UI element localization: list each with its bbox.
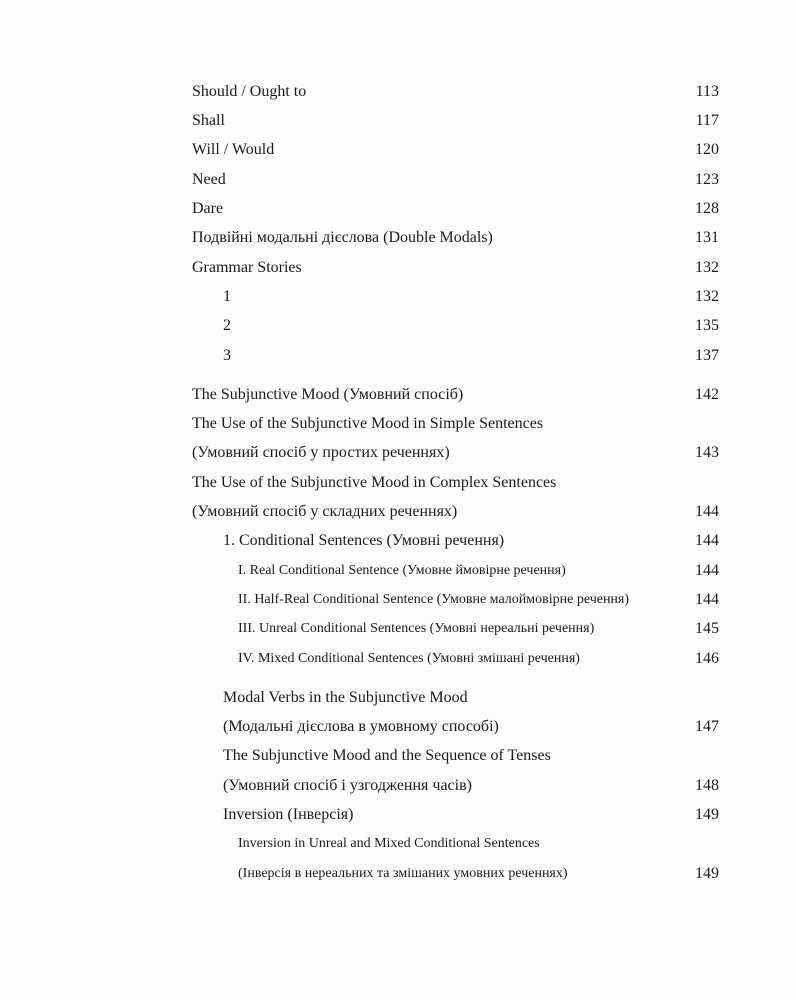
toc-entry-title: (Умовний спосіб у простих реченнях) xyxy=(192,444,450,461)
toc-entry-title: Need xyxy=(192,171,226,188)
toc-entry-page: 131 xyxy=(695,229,719,246)
toc-entry-title: Grammar Stories xyxy=(192,259,302,276)
toc-entry-title: Inversion in Unreal and Mixed Conditional Sentences xyxy=(238,836,540,851)
toc-entry-title: Inversion (Інверсія) xyxy=(223,806,354,823)
toc-entry-title: The Subjunctive Mood and the Sequence of Tenses xyxy=(223,747,551,764)
toc-entry-title: Подвійні модальні дієслова (Double Modals) xyxy=(192,229,493,246)
toc-entry-title: The Use of the Subjunctive Mood in Simple Sentences xyxy=(192,415,544,432)
toc-entry-page: 132 xyxy=(695,259,719,276)
toc-entry-page: 144 xyxy=(695,532,719,549)
toc-entry-page: 144 xyxy=(695,503,719,520)
toc-entry-page: 146 xyxy=(695,650,719,667)
toc-entry-page: 113 xyxy=(695,83,719,100)
toc-entry-page: 149 xyxy=(695,865,719,882)
toc-entry-title: 1. Conditional Sentences (Умовні речення) xyxy=(223,532,505,549)
toc-entry-page: 144 xyxy=(695,591,719,608)
toc-entry-page: 148 xyxy=(695,777,719,794)
toc-entry-page: 123 xyxy=(695,171,719,188)
toc-entry-page: 143 xyxy=(695,444,719,461)
toc-entry-title: (Модальні дієслова в умовному способі) xyxy=(223,718,499,735)
toc-entry-title: I. Real Conditional Sentence (Умовне ймовірне речення) xyxy=(238,563,566,578)
toc-entry-title: Should / Ought to xyxy=(192,83,307,100)
toc-entry-title: The Subjunctive Mood (Умовний спосіб) xyxy=(192,386,464,403)
toc-entry-title: (Інверсія в нереальних та змішаних умовних реченнях) xyxy=(238,866,568,881)
toc-entry-title: The Use of the Subjunctive Mood in Complex Sentences xyxy=(192,474,557,491)
toc-entry-page: 135 xyxy=(695,317,719,334)
toc-entry-title: (Умовний спосіб у складних реченнях) xyxy=(192,503,458,520)
toc-entry-title: Dare xyxy=(192,200,224,217)
toc-entry-title: II. Half-Real Conditional Sentence (Умовне малоймовірне речення) xyxy=(238,592,630,607)
toc-entry-page: 132 xyxy=(695,288,719,305)
toc-entry-title: 2 xyxy=(223,317,231,334)
toc-entry-page: 142 xyxy=(695,386,719,403)
toc-entry-page: 149 xyxy=(695,806,719,823)
toc-entry-title: Will / Would xyxy=(192,141,275,158)
toc-entry-title: 1 xyxy=(223,288,231,305)
toc-entry-title: Modal Verbs in the Subjunctive Mood xyxy=(223,689,468,706)
toc-entry-title: IV. Mixed Conditional Sentences (Умовні змішані речення) xyxy=(238,651,580,666)
toc-entry-page: 147 xyxy=(695,718,719,735)
toc-entry-title: Shall xyxy=(192,112,225,129)
toc-entry-page: 120 xyxy=(695,141,719,158)
toc-entry-title: 3 xyxy=(223,347,231,364)
toc-entry-page: 145 xyxy=(695,620,719,637)
toc-entry-page: 117 xyxy=(695,112,719,129)
toc-entry-title: III. Unreal Conditional Sentences (Умовні нереальні речення) xyxy=(238,621,595,636)
toc-entry-page: 128 xyxy=(695,200,719,217)
toc-entry-page: 144 xyxy=(695,562,719,579)
toc-entry-title: (Умовний спосіб і узгодження часів) xyxy=(223,777,472,794)
toc-entry-page: 137 xyxy=(695,347,719,364)
